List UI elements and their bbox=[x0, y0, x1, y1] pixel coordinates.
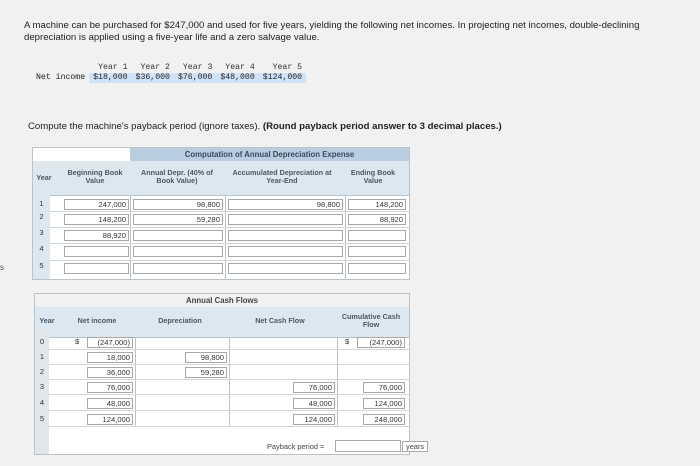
depr-year: 5 bbox=[39, 261, 44, 270]
ni-year-header: Year 1 bbox=[98, 63, 128, 72]
problem-statement: A machine can be purchased for $247,000 and used for five years, yielding the following net incomes. In projecting net incomes, double-declining depreciation is applied using a five-year life and a zero salvage value. bbox=[24, 20, 640, 43]
beginning-book-value-input[interactable] bbox=[64, 263, 129, 274]
cash-year: 4 bbox=[39, 398, 45, 407]
payback-period-input[interactable] bbox=[335, 440, 401, 452]
ending-book-value-input[interactable] bbox=[348, 263, 406, 274]
annual-depreciation-input[interactable]: 98,800 bbox=[133, 199, 223, 210]
cash-year: 3 bbox=[39, 382, 45, 391]
depr-year: 3 bbox=[39, 228, 44, 237]
payback-period-label: Payback period = bbox=[267, 442, 325, 451]
net-income-table bbox=[32, 63, 306, 83]
depr-year: 2 bbox=[39, 212, 44, 221]
ending-book-value-input[interactable]: 88,920 bbox=[348, 214, 406, 225]
cash-year-column bbox=[35, 307, 49, 454]
ni-value: $48,000 bbox=[216, 73, 258, 83]
cash-depreciation-input[interactable]: 98,800 bbox=[185, 352, 227, 363]
dollar-sign: $ bbox=[75, 337, 80, 346]
ni-value: $124,000 bbox=[259, 73, 306, 83]
cash-year: 2 bbox=[39, 367, 45, 376]
cash-header-net-income: Net income bbox=[77, 316, 117, 325]
cumulative-cash-flow-input[interactable]: 124,000 bbox=[363, 398, 405, 409]
payback-unit: years bbox=[402, 441, 428, 452]
ni-year-header: Year 2 bbox=[140, 63, 170, 72]
cash-header-depreciation: Depreciation bbox=[158, 316, 202, 325]
cash-header-cumulative: Cumulative Cash Flow bbox=[341, 312, 401, 329]
cash-year: 1 bbox=[39, 352, 45, 361]
depr-year: 1 bbox=[39, 199, 44, 208]
ni-year-header: Year 4 bbox=[225, 63, 255, 72]
ni-value: $76,000 bbox=[174, 73, 216, 83]
cash-header-year: Year bbox=[39, 316, 55, 325]
ni-year-header: Year 5 bbox=[272, 63, 303, 72]
net-income-input[interactable]: 18,000 bbox=[87, 352, 133, 363]
depr-header-ending: Ending Book Value bbox=[350, 168, 396, 185]
annual-depreciation-input[interactable]: 59,280 bbox=[133, 214, 223, 225]
cash-flow-table-title: Annual Cash Flows bbox=[35, 294, 409, 307]
net-cash-flow-input[interactable]: 76,000 bbox=[293, 382, 335, 393]
annual-depreciation-input[interactable] bbox=[133, 263, 223, 274]
edge-label: s bbox=[0, 263, 4, 272]
depr-header-annual: Annual Depr. (40% of Book Value) bbox=[141, 168, 213, 185]
annual-depreciation-input[interactable] bbox=[133, 246, 223, 257]
depreciation-table-title: Computation of Annual Depreciation Expense bbox=[130, 148, 409, 161]
net-cash-flow-input[interactable]: 124,000 bbox=[293, 414, 335, 425]
ni-header-spacer bbox=[32, 63, 89, 73]
accumulated-depreciation-input[interactable] bbox=[228, 214, 343, 225]
cumulative-cash-flow-input[interactable]: (247,000) bbox=[357, 337, 405, 348]
depr-year: 4 bbox=[39, 244, 44, 253]
net-income-input[interactable]: 48,000 bbox=[87, 398, 133, 409]
ending-book-value-input[interactable] bbox=[348, 246, 406, 257]
cash-year: 0 bbox=[39, 337, 45, 346]
cash-depreciation-input[interactable]: 59,280 bbox=[185, 367, 227, 378]
rounding-note: (Round payback period answer to 3 decimal places.) bbox=[262, 121, 502, 132]
cumulative-dollar-sign: $ bbox=[345, 337, 350, 346]
ni-row-label: Net income bbox=[36, 73, 86, 82]
net-cash-flow-input[interactable]: 48,000 bbox=[293, 398, 335, 409]
ending-book-value-input[interactable]: 148,200 bbox=[348, 199, 406, 210]
depr-header-year: Year bbox=[36, 173, 52, 182]
depr-header-accumulated: Accumulated Depreciation at Year-End bbox=[232, 168, 332, 185]
ni-value: $36,000 bbox=[132, 73, 174, 83]
beginning-book-value-input[interactable]: 88,920 bbox=[64, 230, 129, 241]
ending-book-value-input[interactable] bbox=[348, 230, 406, 241]
beginning-book-value-input[interactable]: 148,200 bbox=[64, 214, 129, 225]
accumulated-depreciation-input[interactable] bbox=[228, 230, 343, 241]
instruction-prompt bbox=[28, 121, 502, 132]
prompt-text: Compute the machine's payback period (ignore taxes). bbox=[28, 121, 261, 132]
accumulated-depreciation-input[interactable] bbox=[228, 263, 343, 274]
accumulated-depreciation-input[interactable]: 98,800 bbox=[228, 199, 343, 210]
net-income-input[interactable]: 124,000 bbox=[87, 414, 133, 425]
cash-flow-table bbox=[34, 293, 410, 455]
beginning-book-value-input[interactable] bbox=[64, 246, 129, 257]
annual-depreciation-input[interactable] bbox=[133, 230, 223, 241]
net-income-input[interactable]: 36,000 bbox=[87, 367, 133, 378]
accumulated-depreciation-input[interactable] bbox=[228, 246, 343, 257]
depr-header-beginning: Beginning Book Value bbox=[67, 168, 123, 185]
depreciation-table bbox=[32, 147, 410, 280]
net-income-input[interactable]: 76,000 bbox=[87, 382, 133, 393]
ni-value: $18,000 bbox=[89, 73, 131, 83]
beginning-book-value-input[interactable]: 247,000 bbox=[64, 199, 129, 210]
cumulative-cash-flow-input[interactable]: 76,000 bbox=[363, 382, 405, 393]
ni-year-header: Year 3 bbox=[182, 63, 213, 72]
net-income-input[interactable]: (247,000) bbox=[87, 337, 133, 348]
cash-year: 5 bbox=[39, 414, 45, 423]
cumulative-cash-flow-input[interactable]: 248,000 bbox=[363, 414, 405, 425]
cash-header-net-cash: Net Cash Flow bbox=[255, 316, 305, 325]
